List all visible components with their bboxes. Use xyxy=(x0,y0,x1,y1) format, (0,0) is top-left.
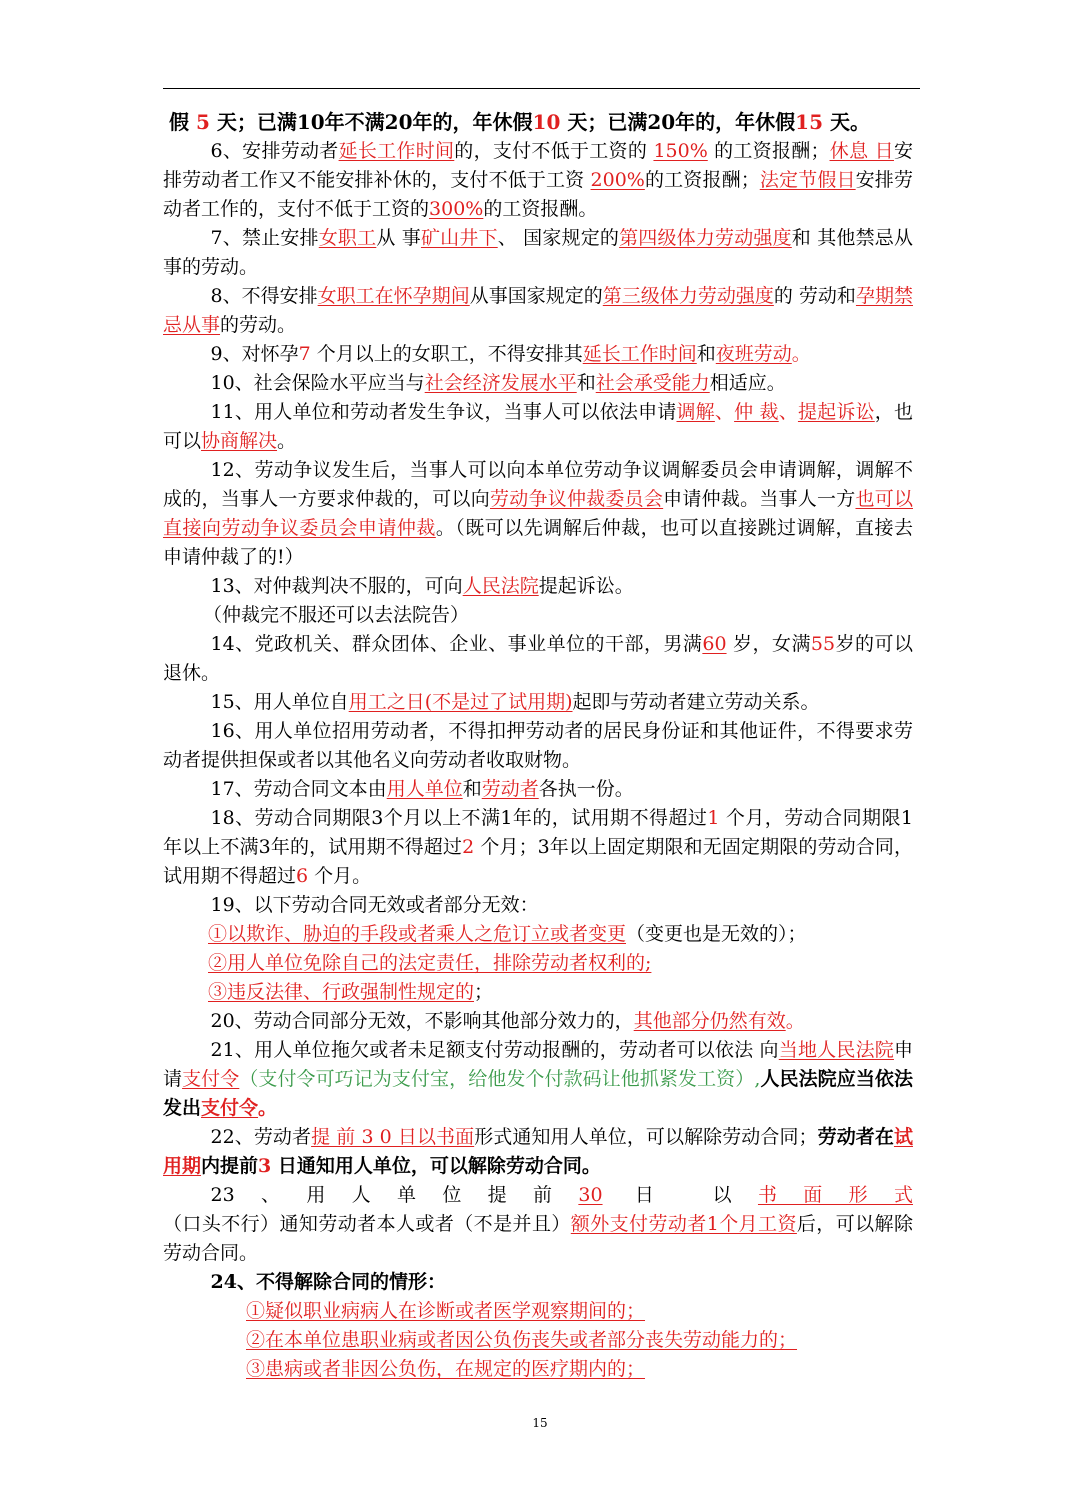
item-14: 14、党政机关、群众团体、企业、事业单位的干部，男满60 岁，女满55岁的可以退休。 xyxy=(163,633,913,684)
item-10: 10、社会保险水平应当与社会经济发展水平和社会承受能力相适应。 xyxy=(210,372,786,394)
item-19-a: ①以欺诈、胁迫的手段或者乘人之危订立或者变更（变更也是无效的）； xyxy=(208,923,807,945)
item-8: 8、不得安排女职工在怀孕期间从事国家规定的第三级体力劳动强度的 劳动和孕期禁忌从事的劳动。 xyxy=(163,285,913,336)
annual-leave-line: 假 5 天；已满10年不满20年的，年休假10 天；已满20年的，年休假15 天。 xyxy=(169,110,870,134)
item-15: 15、用人单位自用工之日(不是过了试用期)起即与劳动者建立劳动关系。 xyxy=(210,691,820,713)
item-17: 17、劳动合同文本由用人单位和劳动者各执一份。 xyxy=(210,778,634,800)
item-13-note: （仲裁完不服还可以去法院告） xyxy=(203,604,470,626)
item-19-c: ③违反法律、行政强制性规定的； xyxy=(208,981,494,1003)
item-24-c: ③患病或者非因公负伤，在规定的医疗期内的； xyxy=(246,1358,646,1380)
item-20: 20、劳动合同部分无效，不影响其他部分效力的，其他部分仍然有效。 xyxy=(210,1010,805,1032)
header-rule xyxy=(163,88,920,89)
item-16: 16、用人单位招用劳动者，不得扣押劳动者的居民身份证和其他证件，不得要求劳动者提供担保或者以其他名义向劳动者收取财物。 xyxy=(163,720,913,771)
item-7: 7、禁止安排女职工从 事矿山井下、 国家规定的第四级体力劳动强度和 其他禁忌从事的劳动。 xyxy=(163,227,913,278)
document-body xyxy=(163,108,913,1384)
item-19-b: ②用人单位免除自己的法定责任，排除劳动者权利的; xyxy=(208,952,652,974)
item-6: 6、安排劳动者延长工作时间的，支付不低于工资的 150% 的工资报酬；休息 日安排劳动者工作又不能安排补休的，支付不低于工资 200%的工资报酬；法定节假日安排劳动者工作的，支付不低于工资的300%的工资报酬。 xyxy=(163,140,913,220)
item-18: 18、劳动合同期限3个月以上不满1年的，试用期不得超过1 个月，劳动合同期限1年以上不满3年的，试用期不得超过2 个月；3年以上固定期限和无固定期限的劳动合同，试用期不得超过6 个月。 xyxy=(163,807,913,887)
item-13: 13、对仲裁判决不服的，可向人民法院提起诉讼。 xyxy=(210,575,634,597)
item-22: 22、劳动者提 前 3 0 日以书面形式通知用人单位，可以解除劳动合同；劳动者在试用期内提前3 日通知用人单位，可以解除劳动合同。 xyxy=(163,1126,913,1177)
item-12: 12、劳动争议发生后，当事人可以向本单位劳动争议调解委员会申请调解，调解不成的，当事人一方要求仲裁的，可以向劳动争议仲裁委员会申请仲裁。当事人一方也可以直接向劳动争议委员会申请仲裁。（既可以先调解后仲裁，也可以直接跳过调解，直接去申请仲裁了的!） xyxy=(163,459,913,568)
item-19: 19、以下劳动合同无效或者部分无效： xyxy=(210,894,539,916)
item-24-a: ①疑似职业病病人在诊断或者医学观察期间的； xyxy=(246,1300,646,1322)
item-23: 23、用人单位提前30 日 以书面形式（口头不行）通知劳动者本人或者（不是并且）额外支付劳动者1个月工资后，可以解除劳动合同。 xyxy=(163,1184,913,1264)
item-21: 21、用人单位拖欠或者未足额支付劳动报酬的，劳动者可以依法 向当地人民法院申请支付令（支付令可巧记为支付宝，给他发个付款码让他抓紧发工资）,人民法院应当依法发出支付令。 xyxy=(163,1039,913,1119)
item-24-b: ②在本单位患职业病或者因公负伤丧失或者部分丧失劳动能力的； xyxy=(246,1329,798,1351)
item-24: 24、不得解除合同的情形： xyxy=(210,1271,446,1293)
page-number: 15 xyxy=(532,1416,548,1430)
item-11: 11、用人单位和劳动者发生争议，当事人可以依法申请调解、仲 裁、提起诉讼，也可以协商解决。 xyxy=(163,401,913,452)
item-9: 9、对怀孕7 个月以上的女职工，不得安排其延长工作时间和夜班劳动。 xyxy=(210,343,811,365)
